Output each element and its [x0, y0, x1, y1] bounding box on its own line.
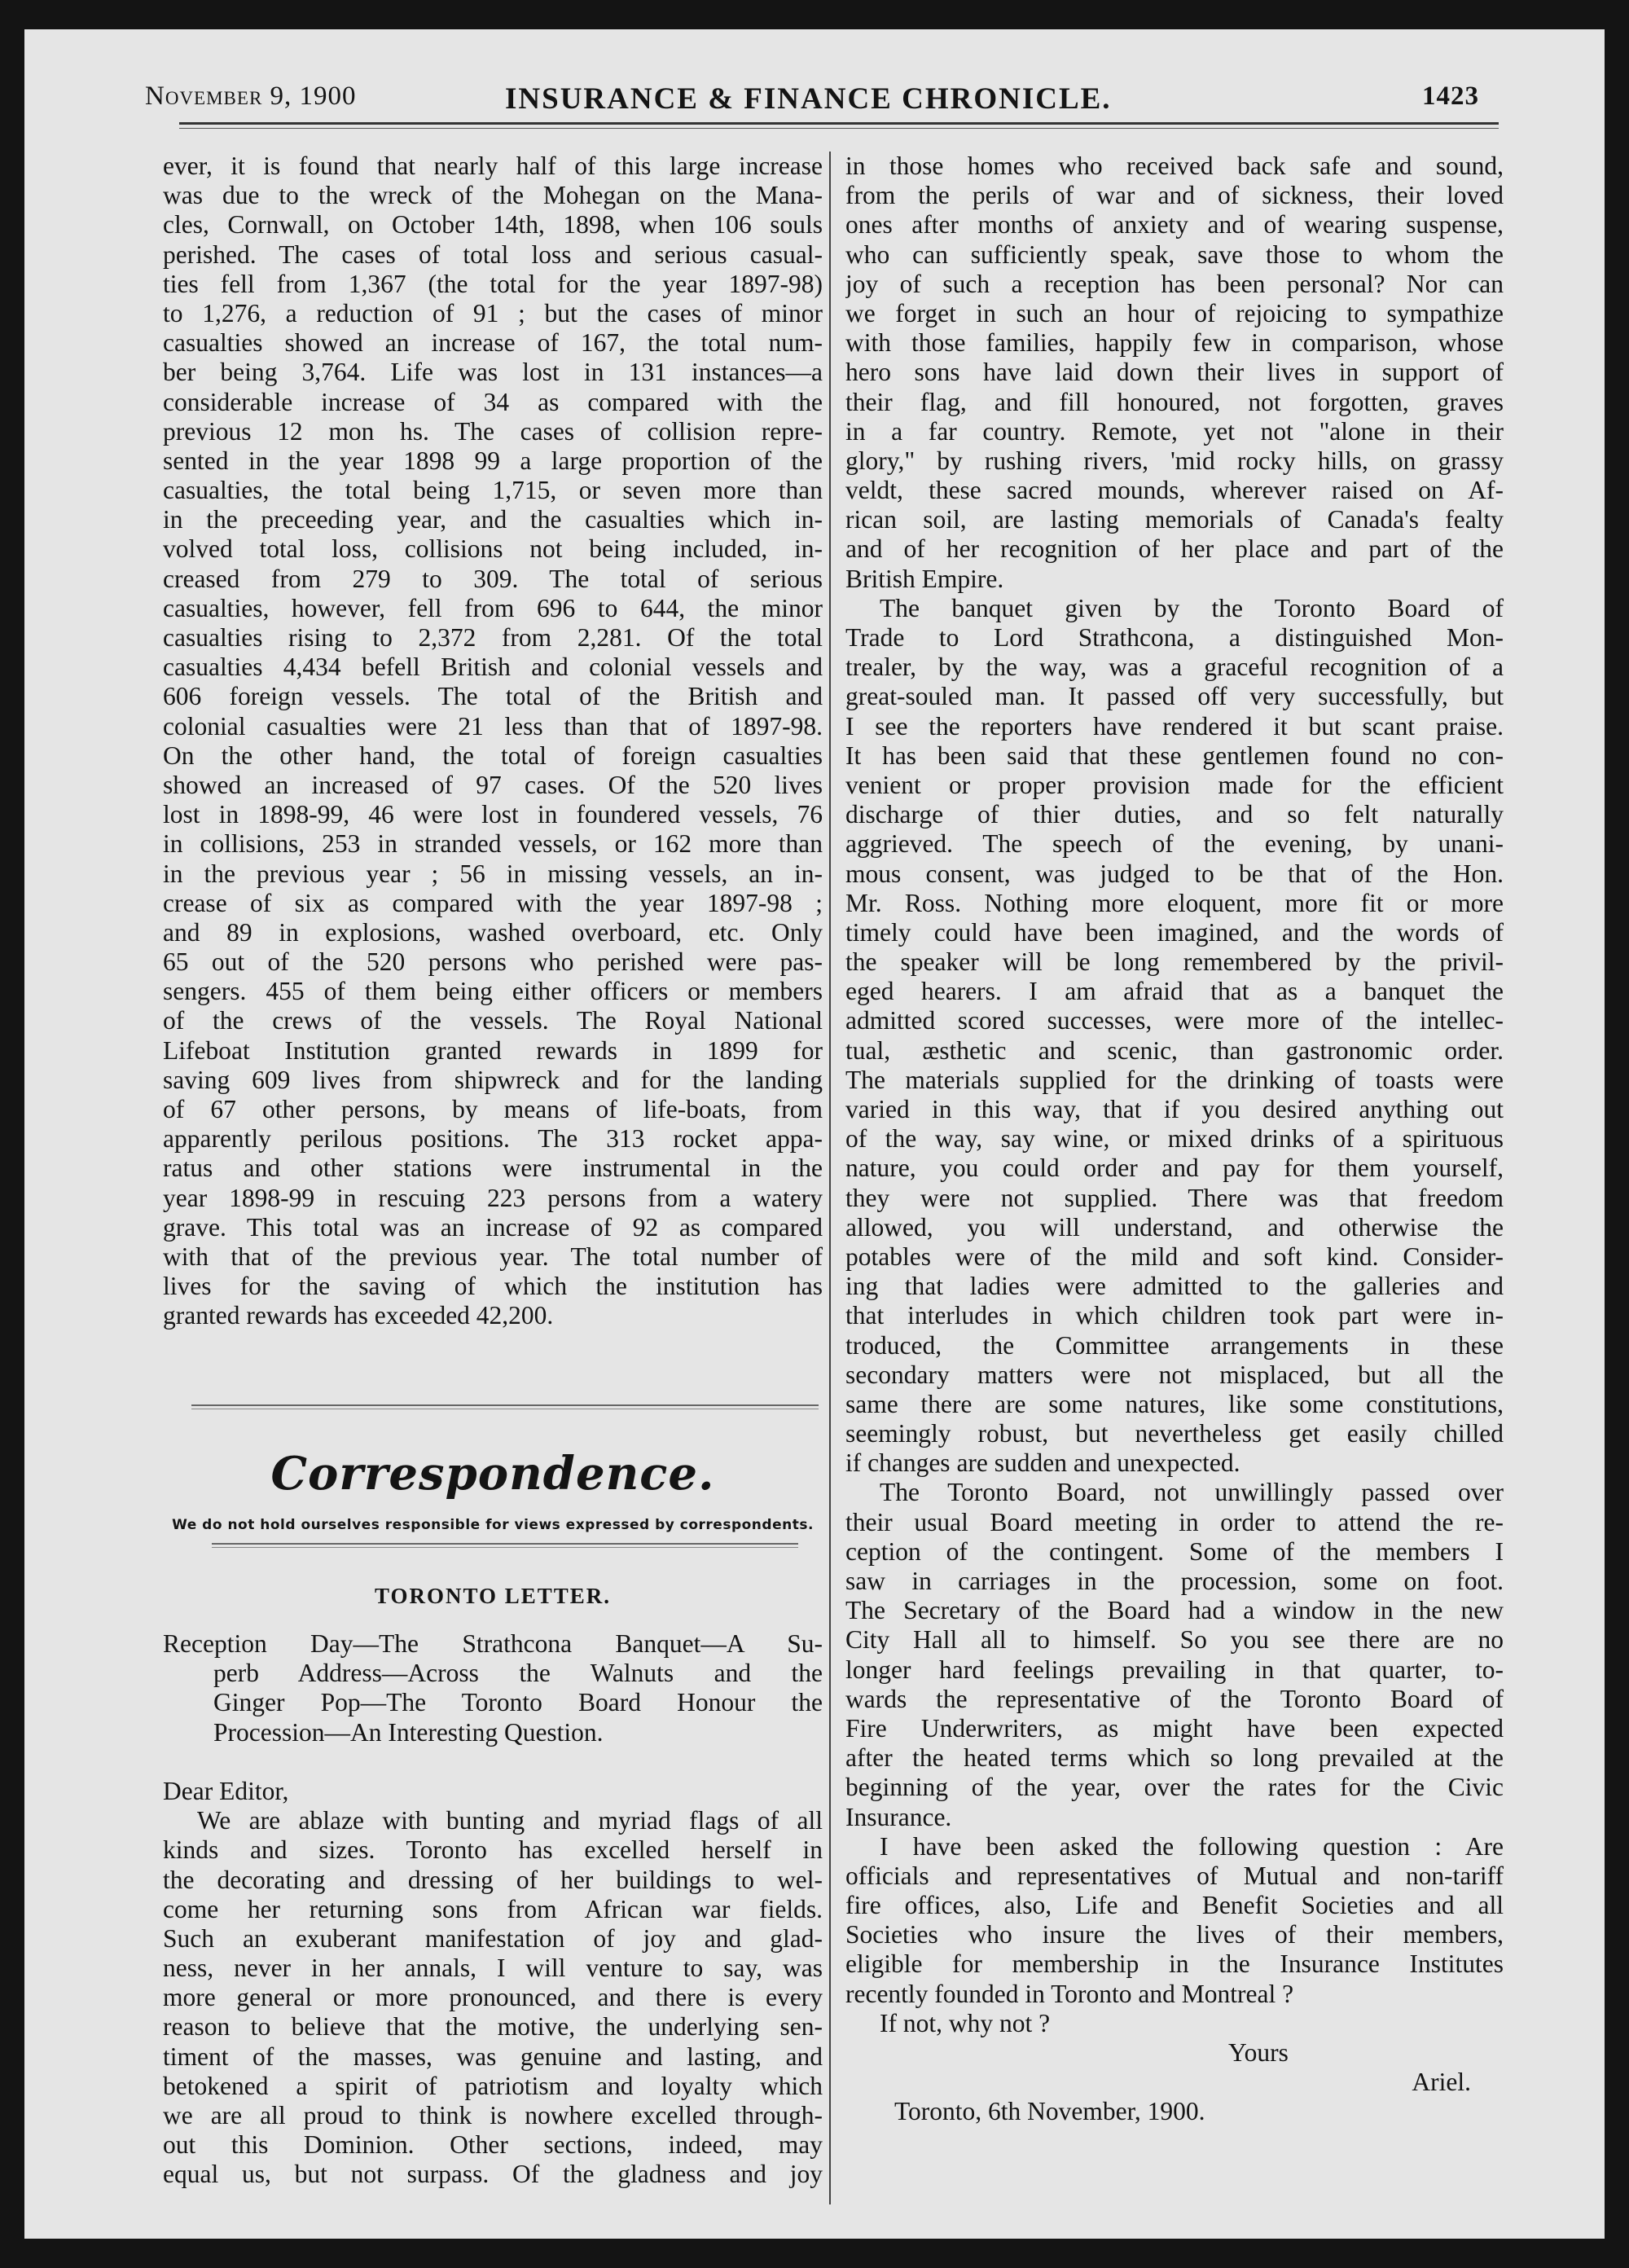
text-line: Yours	[1228, 2038, 1289, 2067]
text-line: ber being 3,764. Life was lost in 131 instances—a	[163, 358, 823, 387]
text-line: Toronto, 6th November, 1900.	[894, 2097, 1205, 2126]
text-line: Ariel.	[1412, 2068, 1471, 2097]
text-line: The Secretary of the Board had a window in the new	[845, 1596, 1504, 1625]
text-line: to 1,276, a reduction of 91 ; but the cases of minor	[163, 298, 823, 327]
text-line: the decorating and dressing of her buildings to wel-	[163, 1865, 823, 1894]
text-line: of the crews of the vessels. The Royal National	[163, 1006, 823, 1035]
text-line: creased from 279 to 309. The total of serious	[163, 564, 823, 593]
text-line: veldt, these sacred mounds, wherever raised on Af-	[845, 476, 1504, 505]
text-line: perished. The cases of total loss and serious casual-	[163, 240, 823, 269]
text-line: saw in carriages in the procession, some on foot.	[845, 1567, 1504, 1595]
letter-heading: TORONTO LETTER.	[374, 1584, 612, 1608]
text-line: longer hard feelings prevailing in that quarter, to-	[845, 1655, 1504, 1684]
text-line: secondary matters were not misplaced, but all the	[845, 1360, 1504, 1389]
text-line: hero sons have laid down their lives in support of	[845, 358, 1504, 387]
text-line: On the other hand, the total of foreign casualties	[163, 741, 823, 770]
left-column-letter	[163, 1629, 823, 2190]
text-line: reason to believe that the motive, the underlying sen-	[163, 2012, 823, 2042]
text-line: ratus and other stations were instrumental in the	[163, 1154, 823, 1183]
text-line: kinds and sizes. Toronto has excelled herself in	[163, 1835, 823, 1865]
header-title: INSURANCE & FINANCE CHRONICLE.	[505, 82, 1112, 116]
text-line: seemingly robust, but nevertheless get easily chilled	[845, 1419, 1504, 1448]
text-line: was due to the wreck of the Mohegan on the Mana-	[163, 181, 823, 210]
text-line: come her returning sons from African war fields.	[163, 1894, 823, 1923]
text-line: beginning of the year, over the rates for the Civic	[845, 1773, 1504, 1802]
text-line: tual, æsthetic and scenic, than gastronomic order.	[845, 1035, 1504, 1065]
text-line: discharge of thier duties, and so felt naturally	[845, 800, 1504, 829]
text-line: Trade to Lord Strathcona, a distinguished Mon-	[845, 623, 1504, 652]
text-line: casualties, however, fell from 696 to 644, the minor	[163, 593, 823, 622]
text-line: The materials supplied for the drinking of toasts were	[845, 1065, 1504, 1094]
section-rule-bottom	[212, 1543, 798, 1548]
text-line: lost in 1898-99, 46 were lost in foundered vessels, 76	[163, 800, 823, 829]
text-line: Societies who insure the lives of their members,	[845, 1920, 1504, 1949]
text-line: casualties, the total being 1,715, or seven more than	[163, 476, 823, 505]
text-line: ever, it is found that nearly half of this large increase	[163, 152, 823, 180]
text-line: casualties 4,434 befell British and colonial vessels and	[163, 653, 823, 682]
text-line: rican soil, are lasting memorials of Canada's fealty	[845, 505, 1504, 534]
text-line: of the way, say wine, or mixed drinks of a spirituous	[845, 1124, 1504, 1154]
text-line: wards the representative of the Toronto Board of	[845, 1684, 1504, 1713]
text-line: potables were of the mild and soft kind. Consider-	[845, 1242, 1504, 1271]
text-line: eligible for membership in the Insurance Institutes	[845, 1949, 1504, 1979]
text-line: Procession—An Interesting Question.	[213, 1717, 604, 1747]
text-line: ness, never in her annals, I will venture to say, was	[163, 1954, 823, 1983]
header-date: November 9, 1900	[145, 81, 357, 111]
text-line: ties fell from 1,367 (the total for the year 1897-98)	[163, 269, 823, 298]
text-line: It has been said that these gentlemen found no con-	[845, 741, 1504, 770]
text-line: British Empire.	[845, 564, 1004, 593]
text-line: great-souled man. It passed off very successfully, but	[845, 682, 1504, 711]
text-line: from the perils of war and of sickness, their loved	[845, 181, 1504, 210]
text-line: If not, why not ?	[880, 2008, 1051, 2037]
text-line: allowed, you will understand, and otherwise the	[845, 1212, 1504, 1242]
text-line: colonial casualties were 21 less than that of 1897-98.	[163, 711, 823, 741]
text-line: perb Address—Across the Walnuts and the	[213, 1659, 823, 1688]
text-line: volved total loss, collisions not being included, in-	[163, 534, 823, 564]
text-line: ing that ladies were admitted to the galleries and	[845, 1272, 1504, 1301]
text-line: glory," by rushing rivers, 'mid rocky hills, on grassy	[845, 446, 1504, 475]
text-line: out this Dominion. Other sections, indeed, may	[163, 2130, 823, 2160]
text-line: same there are some natures, like some constitutions,	[845, 1389, 1504, 1418]
text-line: year 1898-99 in rescuing 223 persons from a watery	[163, 1183, 823, 1212]
text-line: timent of the masses, was genuine and lasting, and	[163, 2042, 823, 2071]
text-line: in a far country. Remote, yet not "alone in their	[845, 416, 1504, 446]
text-line: Mr. Ross. Nothing more eloquent, more fit or more	[845, 888, 1504, 917]
text-line: recently founded in Toronto and Montreal ?	[845, 1979, 1294, 2008]
text-line: Fire Underwriters, as might have been expected	[845, 1713, 1504, 1743]
text-line: The Toronto Board, not unwillingly passed over	[880, 1478, 1504, 1507]
text-line: aggrieved. The speech of the evening, by unani-	[845, 829, 1504, 859]
text-line: sengers. 455 of them being either officers or members	[163, 977, 823, 1006]
text-line: Reception Day—The Strathcona Banquet—A Su-	[163, 1629, 823, 1658]
text-line: ones after months of anxiety and of wearing suspense,	[845, 210, 1504, 240]
text-line: Insurance.	[845, 1802, 952, 1831]
text-line: betokened a spirit of patriotism and loyalty which	[163, 2071, 823, 2100]
text-line: and of her recognition of her place and part of the	[845, 534, 1504, 564]
text-line: we forget in such an hour of rejoicing to sympathize	[845, 298, 1504, 327]
newspaper-page	[24, 29, 1605, 2239]
text-line: that interludes in which children took part were in-	[845, 1301, 1504, 1330]
text-line: the speaker will be long remembered by the privil-	[845, 947, 1504, 977]
header-page-number: 1423	[1422, 81, 1479, 111]
text-line: Such an exuberant manifestation of joy and glad-	[163, 1923, 823, 1953]
text-line: crease of six as compared with the year 1897-98 ;	[163, 888, 823, 917]
text-line: who can sufficiently speak, save those to whom the	[845, 240, 1504, 269]
text-line: in collisions, 253 in stranded vessels, or 162 more than	[163, 829, 823, 859]
text-line: their flag, and fill honoured, not forgotten, graves	[845, 387, 1504, 416]
text-line: their usual Board meeting in order to attend the re-	[845, 1507, 1504, 1536]
header-rule	[179, 122, 1499, 129]
section-rule-top	[191, 1404, 819, 1409]
text-line: troduced, the Committee arrangements in these	[845, 1330, 1504, 1360]
text-line: considerable increase of 34 as compared with the	[163, 387, 823, 416]
text-line: of 67 other persons, by means of life-boats, from	[163, 1095, 823, 1123]
text-line: we are all proud to think is nowhere excelled through-	[163, 2101, 823, 2130]
text-line: lives for the saving of which the institution has	[163, 1272, 823, 1301]
text-line	[163, 1747, 823, 1777]
text-line: 606 foreign vessels. The total of the British and	[163, 682, 823, 711]
right-column-letter	[845, 152, 1504, 2127]
correspondence-disclaimer: We do not hold ourselves responsible for views expressed by correspondents.	[172, 1517, 814, 1533]
text-line: nature, you could order and pay for them yourself,	[845, 1154, 1504, 1183]
text-line: granted rewards has exceeded 42,200.	[163, 1301, 554, 1330]
text-line: apparently perilous positions. The 313 rocket appa-	[163, 1124, 823, 1154]
column-divider	[829, 152, 831, 2204]
text-line: grave. This total was an increase of 92 as compared	[163, 1212, 823, 1242]
text-line: Ginger Pop—The Toronto Board Honour the	[213, 1688, 823, 1717]
text-line: in those homes who received back safe and sound,	[845, 152, 1504, 180]
text-line: Dear Editor,	[163, 1776, 289, 1805]
text-line: The banquet given by the Toronto Board of	[880, 593, 1504, 622]
text-line: with those families, happily few in comparison, whose	[845, 328, 1504, 358]
text-line: timely could have been imagined, and the words of	[845, 917, 1504, 947]
text-line: with that of the previous year. The total number of	[163, 1242, 823, 1271]
text-line: 65 out of the 520 persons who perished were pas-	[163, 947, 823, 977]
left-column-article	[163, 152, 823, 1331]
text-line: joy of such a reception has been personal? Nor can	[845, 269, 1504, 298]
text-line: in the preceeding year, and the casualties which in-	[163, 505, 823, 534]
text-line: I have been asked the following question : Are	[880, 1831, 1504, 1861]
text-line: if changes are sudden and unexpected.	[845, 1448, 1240, 1478]
text-line: they were not supplied. There was that freedom	[845, 1183, 1504, 1212]
text-line: equal us, but not surpass. Of the gladness and joy	[163, 2160, 823, 2189]
text-line: casualties rising to 2,372 from 2,281. Of the total	[163, 623, 823, 652]
text-line: admitted scored successes, were more of the intellec-	[845, 1006, 1504, 1035]
text-line: venient or proper provision made for the efficient	[845, 770, 1504, 799]
text-line: saving 609 lives from shipwreck and for the landing	[163, 1065, 823, 1094]
text-line: previous 12 mon hs. The cases of collision repre-	[163, 416, 823, 446]
text-line: varied in this way, that if you desired anything out	[845, 1095, 1504, 1123]
text-line: casualties showed an increase of 167, the total num-	[163, 328, 823, 358]
text-line: and 89 in explosions, washed overboard, etc. Only	[163, 917, 823, 947]
text-line: more general or more pronounced, and there is every	[163, 1983, 823, 2012]
text-line: in the previous year ; 56 in missing vessels, an in-	[163, 859, 823, 888]
text-line: City Hall all to himself. So you see there are no	[845, 1625, 1504, 1655]
text-line: We are ablaze with bunting and myriad flags of all	[197, 1806, 823, 1835]
text-line: officials and representatives of Mutual and non-tariff	[845, 1861, 1504, 1890]
text-line: cles, Cornwall, on October 14th, 1898, when 106 souls	[163, 210, 823, 240]
text-line: I see the reporters have rendered it but scant praise.	[845, 711, 1504, 741]
text-line: eged hearers. I am afraid that as a banquet the	[845, 977, 1504, 1006]
text-line: mous consent, was judged to be that of the Hon.	[845, 859, 1504, 888]
text-line: sented in the year 1898 99 a large proportion of the	[163, 446, 823, 475]
correspondence-title: Correspondence.	[270, 1447, 715, 1501]
text-line: after the heated terms which so long prevailed at the	[845, 1743, 1504, 1773]
text-line: fire offices, also, Life and Benefit Societies and all	[845, 1891, 1504, 1920]
text-line: trealer, by the way, was a graceful recognition of a	[845, 653, 1504, 682]
text-line: Lifeboat Institution granted rewards in 1899 for	[163, 1035, 823, 1065]
text-line: showed an increased of 97 cases. Of the 520 lives	[163, 770, 823, 799]
text-line: ception of the contingent. Some of the members I	[845, 1536, 1504, 1566]
